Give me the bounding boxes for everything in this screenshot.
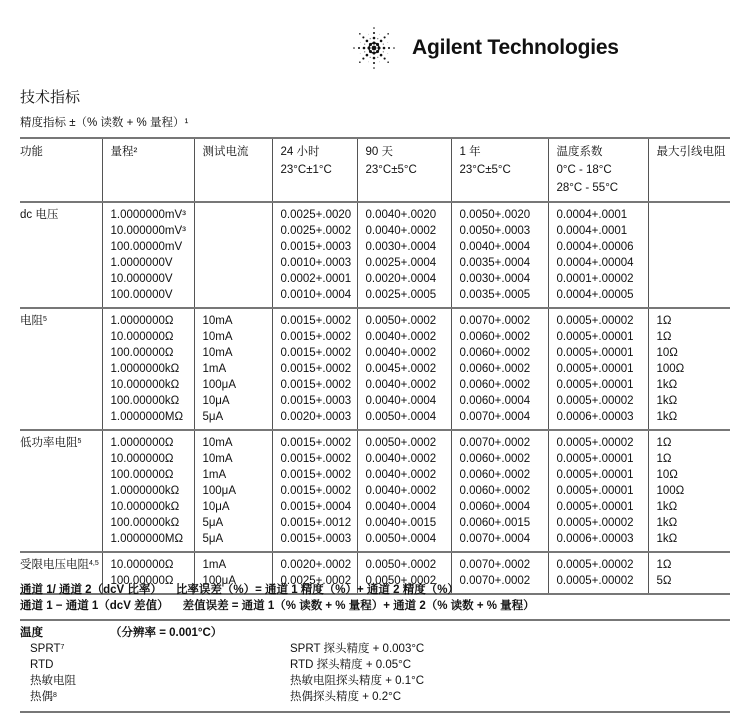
h24-value: 0.0020+.0002 (280, 559, 352, 571)
current-value: 1mA (202, 469, 227, 481)
page-subtitle: 精度指标 ±（% 读数 + % 量程）¹ (20, 117, 189, 129)
logo-dot (364, 44, 365, 45)
h24-value: 0.0015+.0003 (280, 533, 352, 545)
logo-dot (366, 54, 369, 57)
lead-value: 10Ω (656, 347, 678, 359)
tc-value: 0.0005+.00001 (556, 347, 634, 359)
column-header (548, 138, 648, 202)
tc-value: 0.0006+.00003 (556, 411, 634, 423)
tc-cell (548, 430, 648, 552)
h24-value: 0.0015+.0003 (280, 395, 352, 407)
logo-dot (378, 45, 380, 47)
range-value: 10.000000kΩ (110, 501, 180, 513)
h24-cell (272, 202, 357, 308)
logo-dot (360, 42, 361, 43)
divider (20, 619, 730, 621)
d90-value: 0.0040+.0002 (365, 453, 437, 465)
function-cell (20, 202, 102, 308)
column-header (194, 138, 272, 202)
logo-text: Agilent Technologies (412, 36, 619, 59)
logo-dot (363, 47, 366, 50)
d90-value: 0.0040+.0002 (365, 347, 437, 359)
footnote-ref: 7 (60, 644, 65, 651)
range-value: 100.00000kΩ (110, 395, 180, 407)
logo-dot (383, 44, 384, 45)
h24-value: 0.0015+.0002 (280, 437, 352, 449)
logo-dot (359, 33, 361, 35)
d90-value: 0.0025+.0005 (365, 289, 437, 301)
page-title: 技术指标 (20, 89, 81, 106)
lead-value: 1kΩ (656, 501, 678, 513)
lead-value: 1Ω (656, 331, 672, 343)
logo-dot (384, 58, 386, 60)
y1-value: 0.0070+.0002 (459, 575, 531, 587)
footnote-ref: 5 (77, 438, 82, 445)
d90-value: 0.0050+.0004 (365, 533, 437, 545)
agilent-logo (350, 26, 619, 70)
divider (20, 711, 730, 713)
current-value: 5μA (202, 517, 224, 529)
tc-value: 0.0004+.00004 (556, 257, 634, 269)
logo-dot (387, 33, 389, 35)
logo-dot (383, 47, 386, 50)
note-text: 差值误差 = 通道 1（% 读数 + % 量程）+ 通道 2（% 读数 + % 量程） (182, 600, 535, 612)
range-value: 10.000000mV³ (110, 225, 186, 237)
temperature-section (20, 625, 730, 705)
y1-cell (451, 308, 548, 430)
tc-value: 0.0006+.00003 (556, 533, 634, 545)
table-section (20, 430, 730, 552)
logo-dot (364, 51, 365, 52)
h24-value: 0.0020+.0003 (280, 411, 352, 423)
h24-value: 0.0015+.0003 (280, 241, 352, 253)
tc-value: 0.0001+.00002 (556, 273, 634, 285)
h24-value: 0.0015+.0002 (280, 315, 352, 327)
header-line: 功能 (20, 146, 43, 158)
logo-dot (353, 47, 355, 49)
d90-cell (357, 430, 451, 552)
y1-value: 0.0060+.0015 (459, 517, 531, 529)
lead-cell (648, 308, 730, 430)
current-value: 10mA (202, 347, 233, 359)
d90-value: 0.0030+.0004 (365, 241, 437, 253)
tc-value: 0.0005+.00001 (556, 469, 634, 481)
lead-value: 100Ω (656, 485, 685, 497)
tc-value: 0.0004+.00005 (556, 289, 634, 301)
current-value: 100μA (202, 575, 236, 587)
logo-dot (393, 47, 395, 49)
tc-value: 0.0005+.00001 (556, 379, 634, 391)
logo-dot (372, 41, 375, 44)
h24-value: 0.0002+.0001 (280, 273, 352, 285)
logo-dot (360, 53, 361, 54)
h24-value: 0.0015+.0012 (280, 517, 352, 529)
range-value: 10.000000kΩ (110, 379, 180, 391)
tc-value: 0.0005+.00002 (556, 395, 634, 407)
d90-value: 0.0050+.0002 (365, 437, 437, 449)
d90-cell (357, 202, 451, 308)
h24-value: 0.0010+.0004 (280, 289, 352, 301)
range-value: 1.0000000V (110, 257, 173, 269)
logo-dot (387, 61, 389, 63)
logo-dot (362, 36, 364, 38)
h24-value: 0.0015+.0002 (280, 469, 352, 481)
current-cell (194, 202, 272, 308)
lead-value: 10Ω (656, 469, 678, 481)
current-value: 100μA (202, 379, 236, 391)
tc-value: 0.0005+.00001 (556, 363, 634, 375)
y1-value: 0.0060+.0002 (459, 379, 531, 391)
h24-value: 0.0015+.0002 (280, 485, 352, 497)
tc-value: 0.0005+.00002 (556, 517, 634, 529)
footnote-ref: 8 (53, 692, 57, 699)
logo-dot (372, 51, 375, 54)
d90-cell (357, 308, 451, 430)
sensor-label: SPRT (30, 643, 61, 655)
tc-value: 0.0005+.00001 (556, 485, 634, 497)
y1-value: 0.0060+.0002 (459, 453, 531, 465)
header-line: 23°C±1°C (280, 164, 332, 176)
logo-dot (362, 58, 364, 60)
h24-cell (272, 308, 357, 430)
d90-value: 0.0040+.0002 (365, 485, 437, 497)
logo-dot (370, 57, 371, 58)
sensor-accuracy: RTD 探头精度 + 0.05°C (290, 659, 412, 671)
header-line: 23°C±5°C (365, 164, 417, 176)
column-header (357, 138, 451, 202)
tc-cell (548, 202, 648, 308)
logo-dot (373, 62, 375, 64)
tc-value: 0.0005+.00001 (556, 453, 634, 465)
lead-cell (648, 430, 730, 552)
tc-value: 0.0005+.00001 (556, 331, 634, 343)
current-value: 1mA (202, 363, 227, 375)
range-value: 10.000000Ω (110, 331, 174, 343)
column-header (648, 138, 730, 202)
logo-dot (377, 46, 380, 49)
current-value: 10μA (202, 395, 230, 407)
d90-value: 0.0040+.0015 (365, 517, 437, 529)
sensor-accuracy: 热偶探头精度 + 0.2°C (290, 691, 401, 703)
y1-value: 0.0040+.0004 (459, 241, 531, 253)
y1-value: 0.0070+.0004 (459, 411, 531, 423)
temperature-row (20, 641, 730, 657)
temperature-row (20, 657, 730, 673)
header-line: 温度系数 (556, 146, 603, 158)
current-value: 5μA (202, 533, 224, 545)
y1-value: 0.0050+.0003 (459, 225, 531, 237)
current-value: 10mA (202, 453, 233, 465)
y1-value: 0.0060+.0004 (459, 395, 531, 407)
lead-value: 1Ω (656, 453, 672, 465)
range-value: 1.0000000kΩ (110, 485, 180, 497)
range-value: 10.000000Ω (110, 453, 174, 465)
d90-value: 0.0050+.0002 (365, 315, 437, 327)
range-value: 1.0000000MΩ (110, 411, 184, 423)
logo-dot (373, 32, 375, 34)
logo-dot (380, 40, 383, 43)
range-value: 100.00000kΩ (110, 517, 180, 529)
header-line: 23°C±5°C (459, 164, 511, 176)
y1-value: 0.0070+.0004 (459, 533, 531, 545)
header-line: 最大引线电阻 (656, 146, 726, 158)
logo-dot (388, 47, 390, 49)
function-label: 受限电压电阻 (20, 559, 89, 571)
lead-value: 1kΩ (656, 411, 678, 423)
y1-value: 0.0035+.0004 (459, 257, 531, 269)
header-line: 量程² (110, 146, 138, 158)
range-cell (102, 202, 194, 308)
y1-value: 0.0060+.0002 (459, 363, 531, 375)
h24-value: 0.0010+.0003 (280, 257, 352, 269)
tc-value: 0.0004+.00006 (556, 241, 634, 253)
range-value: 1.0000000kΩ (110, 363, 180, 375)
column-header (20, 138, 102, 202)
tc-value: 0.0005+.00002 (556, 437, 634, 449)
lead-value: 5Ω (656, 575, 672, 587)
note-line (20, 598, 730, 614)
function-label: 低功率电阻 (20, 437, 78, 449)
lead-value: 1kΩ (656, 517, 678, 529)
header-line: 0°C - 18°C (556, 164, 612, 176)
logo-dot (377, 38, 378, 39)
column-header (102, 138, 194, 202)
range-value: 1.0000000Ω (110, 437, 174, 449)
d90-value: 0.0040+.0002 (365, 331, 437, 343)
sensor-label: RTD (30, 659, 54, 671)
temperature-row (20, 689, 730, 705)
y1-value: 0.0030+.0004 (459, 273, 531, 285)
range-value: 10.000000V (110, 273, 173, 285)
d90-value: 0.0050+.0002 (365, 559, 437, 571)
range-value: 10.000000Ω (110, 559, 174, 571)
logo-dot (358, 47, 360, 49)
h24-value: 0.0015+.0002 (280, 379, 352, 391)
header-line: 24 小时 (280, 146, 320, 158)
footnote-ref: 4,5 (89, 560, 99, 567)
logo-dot (373, 27, 375, 29)
current-value: 1mA (202, 559, 227, 571)
temperature-row (20, 673, 730, 689)
d90-value: 0.0040+.0002 (365, 379, 437, 391)
sensor-accuracy: SPRT 探头精度 + 0.003°C (290, 643, 425, 655)
column-header (451, 138, 548, 202)
h24-value: 0.0025+.0002 (280, 575, 352, 587)
current-cell (194, 308, 272, 430)
current-value: 10mA (202, 437, 233, 449)
header-line: 测试电流 (202, 146, 249, 158)
y1-value: 0.0060+.0002 (459, 485, 531, 497)
range-value: 100.00000Ω (110, 347, 174, 359)
function-cell (20, 430, 102, 552)
tc-value: 0.0005+.00002 (556, 575, 634, 587)
range-cell (102, 308, 194, 430)
lead-cell (648, 202, 730, 308)
d90-value: 0.0040+.0002 (365, 469, 437, 481)
y1-value: 0.0060+.0002 (459, 331, 531, 343)
y1-value: 0.0070+.0002 (459, 315, 531, 327)
logo-dot (380, 54, 383, 57)
y1-cell (451, 430, 548, 552)
note-text: 比率误差（%）= 通道 1 精度（%）+ 通道 2 精度（%） (175, 584, 459, 596)
current-value: 10μA (202, 501, 230, 513)
h24-cell (272, 430, 357, 552)
function-label: 电阻 (20, 315, 43, 327)
tc-value: 0.0005+.00002 (556, 315, 634, 327)
range-value: 1.0000000MΩ (110, 533, 184, 545)
sensor-name (20, 673, 290, 689)
starburst-icon (350, 26, 398, 70)
h24-value: 0.0015+.0004 (280, 501, 352, 513)
header-line: 90 天 (365, 146, 393, 158)
sensor-name (20, 657, 290, 673)
lead-value: 1Ω (656, 437, 672, 449)
h24-value: 0.0015+.0002 (280, 453, 352, 465)
d90-value: 0.0040+.0004 (365, 395, 437, 407)
logo-dot (373, 57, 376, 60)
range-value: 100.00000mV (110, 241, 183, 253)
h24-value: 0.0015+.0002 (280, 363, 352, 375)
column-header (272, 138, 357, 202)
temperature-resolution: （分辨率 = 0.001°C） (110, 627, 223, 639)
d90-value: 0.0020+.0004 (365, 273, 437, 285)
y1-cell (451, 202, 548, 308)
y1-value: 0.0060+.0004 (459, 501, 531, 513)
logo-dot (379, 62, 380, 63)
current-value: 10mA (202, 331, 233, 343)
d90-value: 0.0040+.0004 (365, 501, 437, 513)
logo-dot (373, 37, 376, 40)
current-value: 10mA (202, 315, 233, 327)
range-value: 100.00000V (110, 289, 173, 301)
logo-dot (377, 57, 378, 58)
function-cell (20, 308, 102, 430)
tc-value: 0.0005+.00002 (556, 559, 634, 571)
current-value: 5μA (202, 411, 224, 423)
sensor-label: 热偶 (30, 691, 53, 703)
sensor-name (20, 689, 290, 705)
logo-dot (359, 61, 361, 63)
d90-value: 0.0050+.0002 (365, 575, 437, 587)
logo-dot (366, 40, 369, 43)
lead-value: 1Ω (656, 559, 672, 571)
sensor-accuracy: 热敏电阻探头精度 + 0.1°C (290, 675, 424, 687)
logo-dot (383, 51, 384, 52)
logo-dot (384, 36, 386, 38)
note-line (20, 582, 730, 598)
y1-value: 0.0035+.0005 (459, 289, 531, 301)
tc-value: 0.0005+.00001 (556, 501, 634, 513)
range-value: 1.0000000mV³ (110, 209, 186, 221)
y1-value: 0.0060+.0002 (459, 347, 531, 359)
range-value: 100.00000Ω (110, 575, 174, 587)
note-label: 通道 1/ 通道 2（dcV 比率） (20, 584, 162, 596)
y1-value: 0.0050+.0020 (459, 209, 531, 221)
logo-dot (368, 62, 369, 63)
tc-value: 0.0004+.0001 (556, 225, 628, 237)
tc-value: 0.0004+.0001 (556, 209, 628, 221)
footnote-ref: 5 (43, 316, 47, 323)
h24-value: 0.0015+.0002 (280, 331, 352, 343)
temperature-label: 温度 (20, 627, 43, 639)
y1-value: 0.0060+.0002 (459, 469, 531, 481)
logo-dot (388, 53, 389, 54)
range-value: 1.0000000Ω (110, 315, 174, 327)
lead-value: 1kΩ (656, 379, 678, 391)
lead-value: 1Ω (656, 315, 672, 327)
function-label: dc 电压 (20, 209, 59, 221)
note-label: 通道 1 − 通道 1（dcV 差值） (20, 600, 169, 612)
logo-dot (379, 34, 380, 35)
logo-dot (388, 42, 389, 43)
logo-dot (368, 34, 369, 35)
current-value: 100μA (202, 485, 236, 497)
sensor-label: 热敏电阻 (30, 675, 76, 687)
d90-value: 0.0040+.0002 (365, 225, 437, 237)
lead-value: 1kΩ (656, 533, 678, 545)
range-cell (102, 430, 194, 552)
table-section (20, 308, 730, 430)
sensor-name (20, 641, 290, 657)
spec-table (20, 137, 730, 595)
logo-dot (370, 38, 371, 39)
ratio-notes (20, 582, 730, 614)
logo-dot (367, 46, 370, 49)
y1-value: 0.0070+.0002 (459, 559, 531, 571)
d90-value: 0.0025+.0004 (365, 257, 437, 269)
table-header-row (20, 138, 730, 202)
header-line: 1 年 (459, 146, 481, 158)
table-section (20, 202, 730, 308)
lead-value: 100Ω (656, 363, 685, 375)
h24-value: 0.0025+.0020 (280, 209, 352, 221)
d90-value: 0.0050+.0004 (365, 411, 437, 423)
d90-value: 0.0045+.0002 (365, 363, 437, 375)
d90-value: 0.0040+.0020 (365, 209, 437, 221)
header-line: 28°C - 55°C (556, 182, 619, 194)
tc-cell (548, 308, 648, 430)
range-value: 100.00000Ω (110, 469, 174, 481)
current-cell (194, 430, 272, 552)
h24-value: 0.0015+.0002 (280, 347, 352, 359)
logo-dot (373, 67, 375, 69)
lead-value: 1kΩ (656, 395, 678, 407)
y1-value: 0.0070+.0002 (459, 437, 531, 449)
h24-value: 0.0025+.0002 (280, 225, 352, 237)
